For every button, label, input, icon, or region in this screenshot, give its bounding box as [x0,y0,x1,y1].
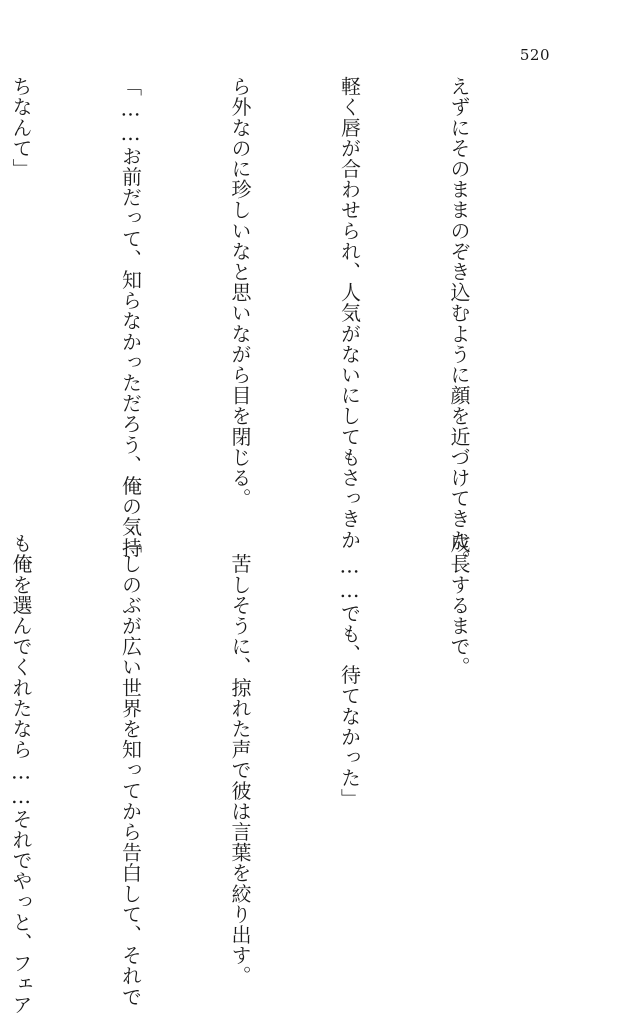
text-line: 「しのぶが広い世界を知ってから告白して、それで [118,533,143,1007]
text-line: 苦しそうに、掠れた声で彼は言葉を絞り出す。 [228,533,252,987]
text-line: も俺を選んでくれたなら……それでやっと、フェア [9,533,33,1015]
text-line: ……でも、待てなかった」 [337,533,362,809]
text-line: 軽く唇が合わせられ、人気がないにしてもさっきか [337,76,362,550]
text-line: えずにそのままのぞき込むように顔を近づけてきた。 [447,76,471,571]
text-line: ちなんて」 [9,76,33,179]
text-line: ら外なのに珍しいなと思いながら目を閉じる。 [228,76,252,509]
page-number: 520 [519,46,550,64]
text-line: 「……お前だって、知らなかっただろう、俺の気持 [118,76,143,558]
text-line: 成長するまで。 [447,533,471,678]
text-column-bottom [9,533,550,1015]
text-column-top [9,76,550,571]
